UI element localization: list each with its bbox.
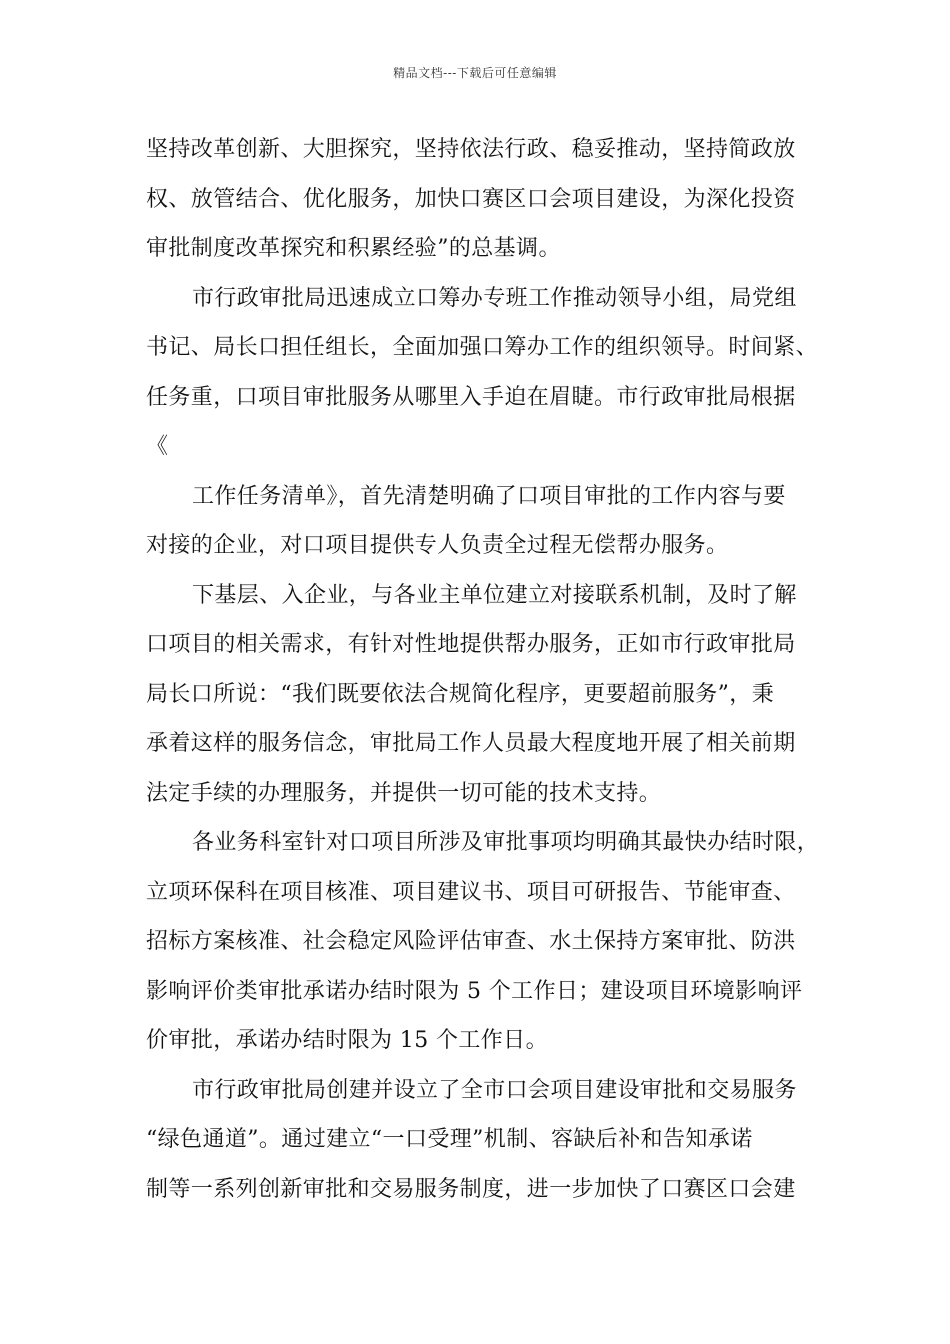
text-line: 法定手续的办理服务，并提供一切可能的技术支持。 xyxy=(146,780,662,806)
text-line: 局长口所说：“我们既要依法合规简化程序，更要超前服务”，秉 xyxy=(146,681,775,707)
text-line: 书记、局长口担任组长，全面加强口筹办工作的组织领导。时间紧、 xyxy=(146,335,819,360)
text-line: “绿色通道”。通过建立“一口受理”机制、容缺后补和告知承诺 xyxy=(146,1127,753,1152)
text-line: 影响评价类审批承诺办结时限为 5 个工作日；建设项目环境影响评 xyxy=(146,978,803,1004)
page-header: 精品文档---下载后可任意编辑 xyxy=(393,66,557,80)
text-line: 对接的企业，对口项目提供专人负责全过程无偿帮办服务。 xyxy=(146,533,729,558)
text-line: 坚持改革创新、大胆探究，坚持依法行政、稳妥推动，坚持简政放 xyxy=(146,137,796,162)
paragraph-first-line: 下基层、入企业，与各业主单位建立对接联系机制，及时了解 xyxy=(192,582,797,608)
text-line: 制等一系列创新审批和交易服务制度，进一步加快了口赛区口会建 xyxy=(146,1176,796,1202)
paragraph-first-line: 市行政审批局迅速成立口筹办专班工作推动领导小组，局党组 xyxy=(192,285,797,311)
text-line: 任务重，口项目审批服务从哪里入手迫在眉睫。市行政审批局根据 xyxy=(146,384,796,410)
paragraph-first-line: 工作任务清单》，首先清楚明确了口项目审批的工作内容与要 xyxy=(192,483,786,509)
document-body xyxy=(146,125,820,1214)
paragraph-first-line: 各业务科室针对口项目所涉及审批事项均明确其最快办结时限， xyxy=(192,830,820,855)
text-line: 价审批，承诺办结时限为 15 个工作日。 xyxy=(146,1028,548,1053)
text-line: 立项环保科在项目核准、项目建议书、项目可研报告、节能审查、 xyxy=(146,879,796,905)
text-line: 《 xyxy=(146,434,169,459)
text-line: 审批制度改革探究和积累经验”的总基调。 xyxy=(146,236,561,261)
text-line: 权、放管结合、优化服务，加快口赛区口会项目建设，为深化投资 xyxy=(146,186,796,212)
paragraph-first-line: 市行政审批局创建并设立了全市口会项目建设审批和交易服务 xyxy=(192,1077,797,1103)
text-line: 口项目的相关需求，有针对性地提供帮办服务，正如市行政审批局 xyxy=(146,632,796,657)
text-line: 招标方案核准、社会稳定风险评估审查、水土保持方案审批、防洪 xyxy=(146,929,796,954)
text-line: 承着这样的服务信念，审批局工作人员最大程度地开展了相关前期 xyxy=(146,731,796,756)
